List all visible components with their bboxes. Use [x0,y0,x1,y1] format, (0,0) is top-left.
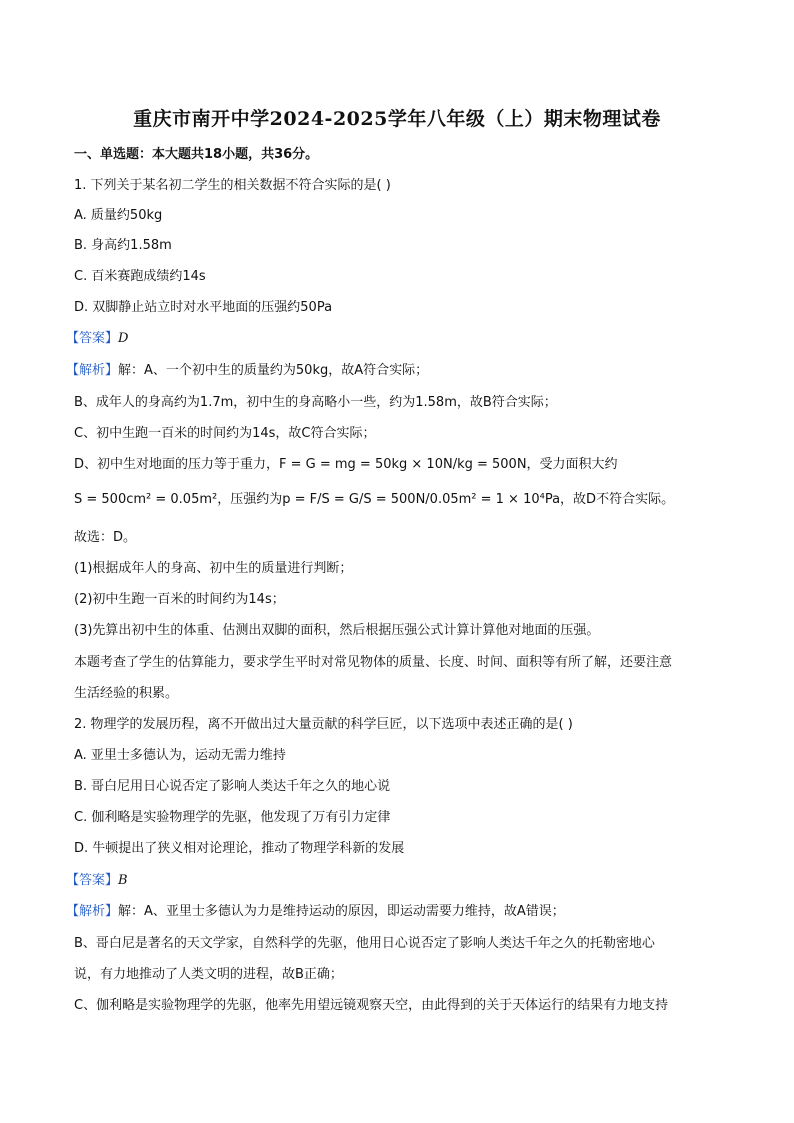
q2-option-d: D. 牛顿提出了狭义相对论理论，推动了物理学科新的发展 [74,841,405,856]
q1-option-c: C. 百米赛跑成绩约14s [74,269,206,284]
question-1-stem: 1. 下列关于某名初二学生的相关数据不符合实际的是( ) [74,178,391,193]
q1-analysis-line-8: (2)初中生跑一百米的时间约为14s； [74,592,285,607]
q1-analysis-line-6: 故选：D。 [74,530,137,545]
q1-analysis-line-4: D、初中生对地面的压力等于重力，F = G = mg = 50kg × 10N/kg = 500N，受力面积大约 [74,457,618,472]
q1-answer-value: D [118,331,129,346]
q1-analysis-line-10: 本题考查了学生的估算能力，要求学生平时对常见物体的质量、长度、时间、面积等有所了解，还要注意 [74,655,673,670]
q1-analysis-line-1 [66,362,428,380]
q1-analysis-line-5: S = 500cm² = 0.05m²，压强约为p = F/S = G/S = 500N/0.05m² = 1 × 10⁴Pa，故D不符合实际。 [74,492,675,507]
answer-tag: 【答案】 [66,331,119,346]
q1-analysis-line-7: (1)根据成年人的身高、初中生的质量进行判断； [74,561,353,576]
question-2-stem: 2. 物理学的发展历程，离不开做出过大量贡献的科学巨匠，以下选项中表述正确的是( ) [74,717,573,732]
q1-option-a: A. 质量约50kg [74,208,163,223]
answer-tag: 【答案】 [66,873,119,888]
q2-answer-value: B [118,873,128,888]
q2-answer [66,872,128,890]
q2-option-a: A. 亚里士多德认为，运动无需力维持 [74,748,286,763]
q1-analysis-text-1: 解：A、一个初中生的质量约为50kg，故A符合实际； [118,363,429,378]
analysis-tag: 【解析】 [66,904,119,919]
q1-analysis-line-9: (3)先算出初中生的体重、估测出双脚的面积，然后根据压强公式计算计算他对地面的压强。 [74,623,600,638]
page-title: 重庆市南开中学2024-2025学年八年级（上）期末物理试卷 [133,108,661,130]
q1-answer [66,330,128,348]
section-heading: 一、单选题：本大题共18小题，共36分。 [74,147,319,162]
q2-analysis-text-1: 解：A、亚里士多德认为力是维持运动的原因，即运动需要力维持，故A错误； [118,904,565,919]
q1-option-d: D. 双脚静止站立时对水平地面的压强约50Pa [74,300,333,315]
q1-analysis-line-11: 生活经验的积累。 [74,686,179,701]
q1-analysis-line-3: C、初中生跑一百米的时间约为14s，故C符合实际； [74,426,376,441]
analysis-tag: 【解析】 [66,363,119,378]
q1-analysis-line-2: B、成年人的身高约为1.7m，初中生的身高略小一些，约为1.58m，故B符合实际； [74,395,557,410]
q2-analysis-line-1 [66,903,565,921]
q2-option-b: B. 哥白尼用日心说否定了影响人类达千年之久的地心说 [74,779,391,794]
q2-option-c: C. 伽利略是实验物理学的先驱，他发现了万有引力定律 [74,810,391,825]
q1-option-b: B. 身高约1.58m [74,238,172,253]
q2-analysis-line-2: B、哥白尼是著名的天文学家，自然科学的先驱，他用日心说否定了影响人类达千年之久的托勒密地心 [74,936,655,951]
q2-analysis-line-4: C、伽利略是实验物理学的先驱，他率先用望远镜观察天空，由此得到的关于天体运行的结果有力地支持 [74,998,669,1013]
q2-analysis-line-3: 说，有力地推动了人类文明的进程，故B正确； [74,967,343,982]
